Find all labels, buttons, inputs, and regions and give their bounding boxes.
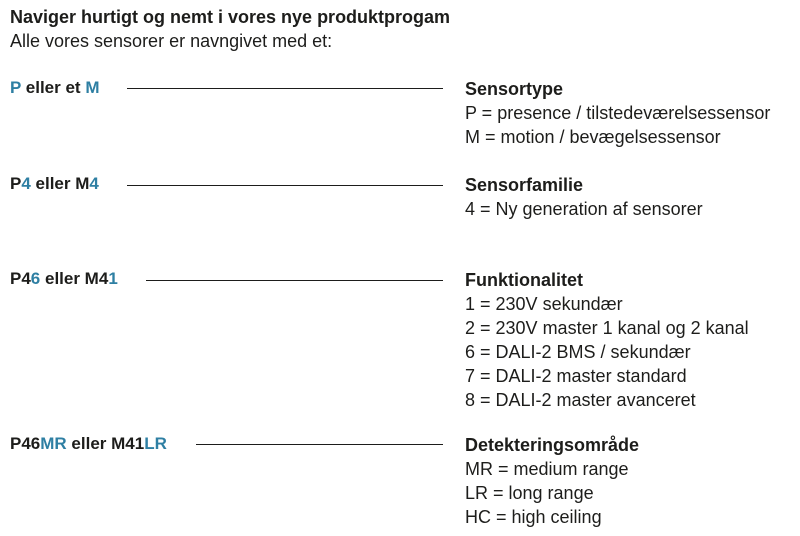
connector-line [127,185,443,186]
intro-subtitle: Alle vores sensorer er navngivet med et: [10,31,333,51]
code-part: P46 [10,434,41,453]
intro-title: Naviger hurtigt og nemt i vores nye produktprogam [10,7,451,27]
code-part: M [85,78,100,97]
section-title: Funktionalitet [465,270,583,290]
connector-line [127,88,443,89]
code-part: MR [40,434,67,453]
section-sensortype [465,77,770,149]
section-line: 8 = DALI-2 master avanceret [465,390,696,410]
section-detekteringsomraade [465,433,639,529]
section-sensorfamilie [465,173,703,221]
code-part: P4 [10,269,31,288]
code-part: 1 [108,269,118,288]
section-line: HC = high ceiling [465,507,602,527]
section-line: 2 = 230V master 1 kanal og 2 kanal [465,318,749,338]
section-title: Sensorfamilie [465,175,584,195]
code-label-sensortype [10,77,99,99]
code-label-detekteringsomraade [10,433,167,455]
code-part: P [10,78,22,97]
code-part: 4 [89,174,99,193]
section-line: 7 = DALI-2 master standard [465,366,687,386]
section-line: P = presence / tilstedeværelsessensor [465,103,771,123]
code-label-funktionalitet [10,268,118,290]
section-line: M = motion / bevægelsessensor [465,127,721,147]
section-line: MR = medium range [465,459,629,479]
code-part: LR [144,434,167,453]
code-part: 4 [21,174,31,193]
code-part: eller M [30,174,90,193]
section-title: Detekteringsområde [465,435,640,455]
code-part: eller M4 [40,269,109,288]
section-line: 1 = 230V sekundær [465,294,623,314]
code-part: 6 [30,269,41,288]
section-line: 4 = Ny generation af sensorer [465,199,703,219]
code-part: eller M41 [66,434,145,453]
code-part: eller et [21,78,86,97]
section-funktionalitet [465,268,749,412]
connector-line [146,280,443,281]
code-part: P [10,174,22,193]
section-line: 6 = DALI-2 BMS / sekundær [465,342,691,362]
connector-line [196,444,443,445]
section-line: LR = long range [465,483,594,503]
section-title: Sensortype [465,79,564,99]
code-label-sensorfamilie [10,173,99,195]
